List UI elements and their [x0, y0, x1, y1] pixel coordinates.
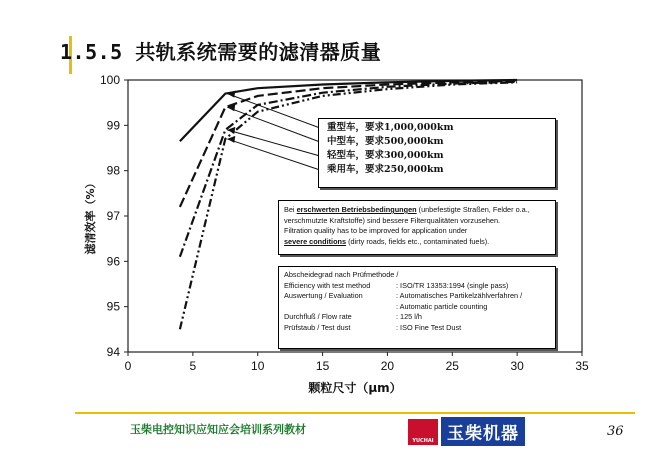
pointer-line-0	[227, 94, 320, 128]
x-tick-label: 5	[189, 359, 197, 373]
company-logo	[408, 417, 525, 446]
x-tick-label: 0	[124, 359, 132, 373]
pointer-line-2	[227, 130, 320, 156]
method-row	[284, 302, 550, 313]
page-title: 1.5.5 共轨系统需要的滤清器质量	[60, 40, 382, 64]
note-bold-de: erschwerten Betriebsbedingungen	[296, 205, 417, 214]
page-number: 36	[607, 424, 624, 439]
logo-mark-icon	[408, 419, 438, 445]
x-tick-label: 15	[315, 359, 330, 373]
method-key	[284, 302, 396, 313]
legend-box	[318, 118, 556, 188]
test-method-box	[278, 266, 556, 349]
y-tick-label: 94	[106, 345, 120, 359]
pointer-line-3	[227, 139, 320, 170]
method-row	[284, 323, 550, 334]
legend-entry-medium: 中型车，要求500,000km	[327, 136, 444, 147]
method-row	[284, 312, 550, 323]
y-tick-label: 100	[99, 73, 120, 87]
method-header: Abscheidegrad nach Prüfmethode /	[284, 270, 399, 279]
method-key: Efficiency with test method	[284, 280, 371, 290]
x-axis-label: 颗粒尺寸（μm）	[308, 381, 402, 395]
x-tick-label: 10	[251, 359, 265, 373]
method-value: : Automatic particle counting	[396, 301, 488, 311]
method-value: : ISO/TR 13353:1994 (single pass)	[396, 280, 509, 290]
method-key: Auswertung / Evaluation	[284, 291, 363, 301]
logo-mark-text: YUCHAI	[412, 437, 434, 444]
x-tick-label: 35	[575, 359, 589, 373]
x-tick-label: 30	[510, 359, 524, 373]
method-key: Durchfluß / Flow rate	[284, 312, 352, 322]
footer-divider	[75, 412, 635, 414]
note-bold-en: severe conditions	[284, 236, 347, 246]
note-rest-de: (unbefestigte Straßen, Felder o.a., verschmutzte Kraftstoffe) sind bessere Filterqualitäten vorzusehen.	[284, 205, 530, 225]
logo-wordmark: 玉柴机器	[441, 417, 525, 446]
method-row	[284, 291, 550, 302]
legend-entry-passenger: 乘用车，要求250,000km	[327, 164, 444, 175]
method-value: : Automatisches Partikelzählverfahren /	[396, 291, 523, 301]
severe-conditions-note	[278, 200, 556, 255]
note-rest-en: (dirty roads, fields etc., contaminated fuels).	[346, 236, 490, 246]
pointer-arrow-3	[227, 136, 235, 143]
x-tick-label: 20	[380, 359, 395, 373]
note-line-en: Filtration quality has to be improved for application under	[284, 226, 468, 236]
footer-caption: 玉柴电控知识应知应会培训系列教材	[130, 423, 306, 436]
y-tick-label: 96	[106, 254, 120, 269]
y-axis-label: 滤清效率（%）	[84, 177, 97, 255]
method-row	[284, 281, 550, 292]
method-value: : 125 l/h	[396, 312, 422, 322]
method-key: Prüfstaub / Test dust	[284, 322, 351, 332]
legend-entry-light: 轻型车，要求300,000km	[327, 150, 444, 161]
method-value: : ISO Fine Test Dust	[396, 322, 462, 332]
x-tick-label: 25	[445, 359, 459, 373]
y-tick-label: 98	[106, 163, 120, 178]
legend-entry-heavy: 重型车，要求1,000,000km	[327, 122, 454, 133]
y-tick-label: 97	[106, 209, 120, 223]
y-tick-label: 95	[106, 299, 120, 314]
y-tick-label: 99	[106, 118, 120, 133]
note-prefix: Bei	[284, 205, 297, 214]
